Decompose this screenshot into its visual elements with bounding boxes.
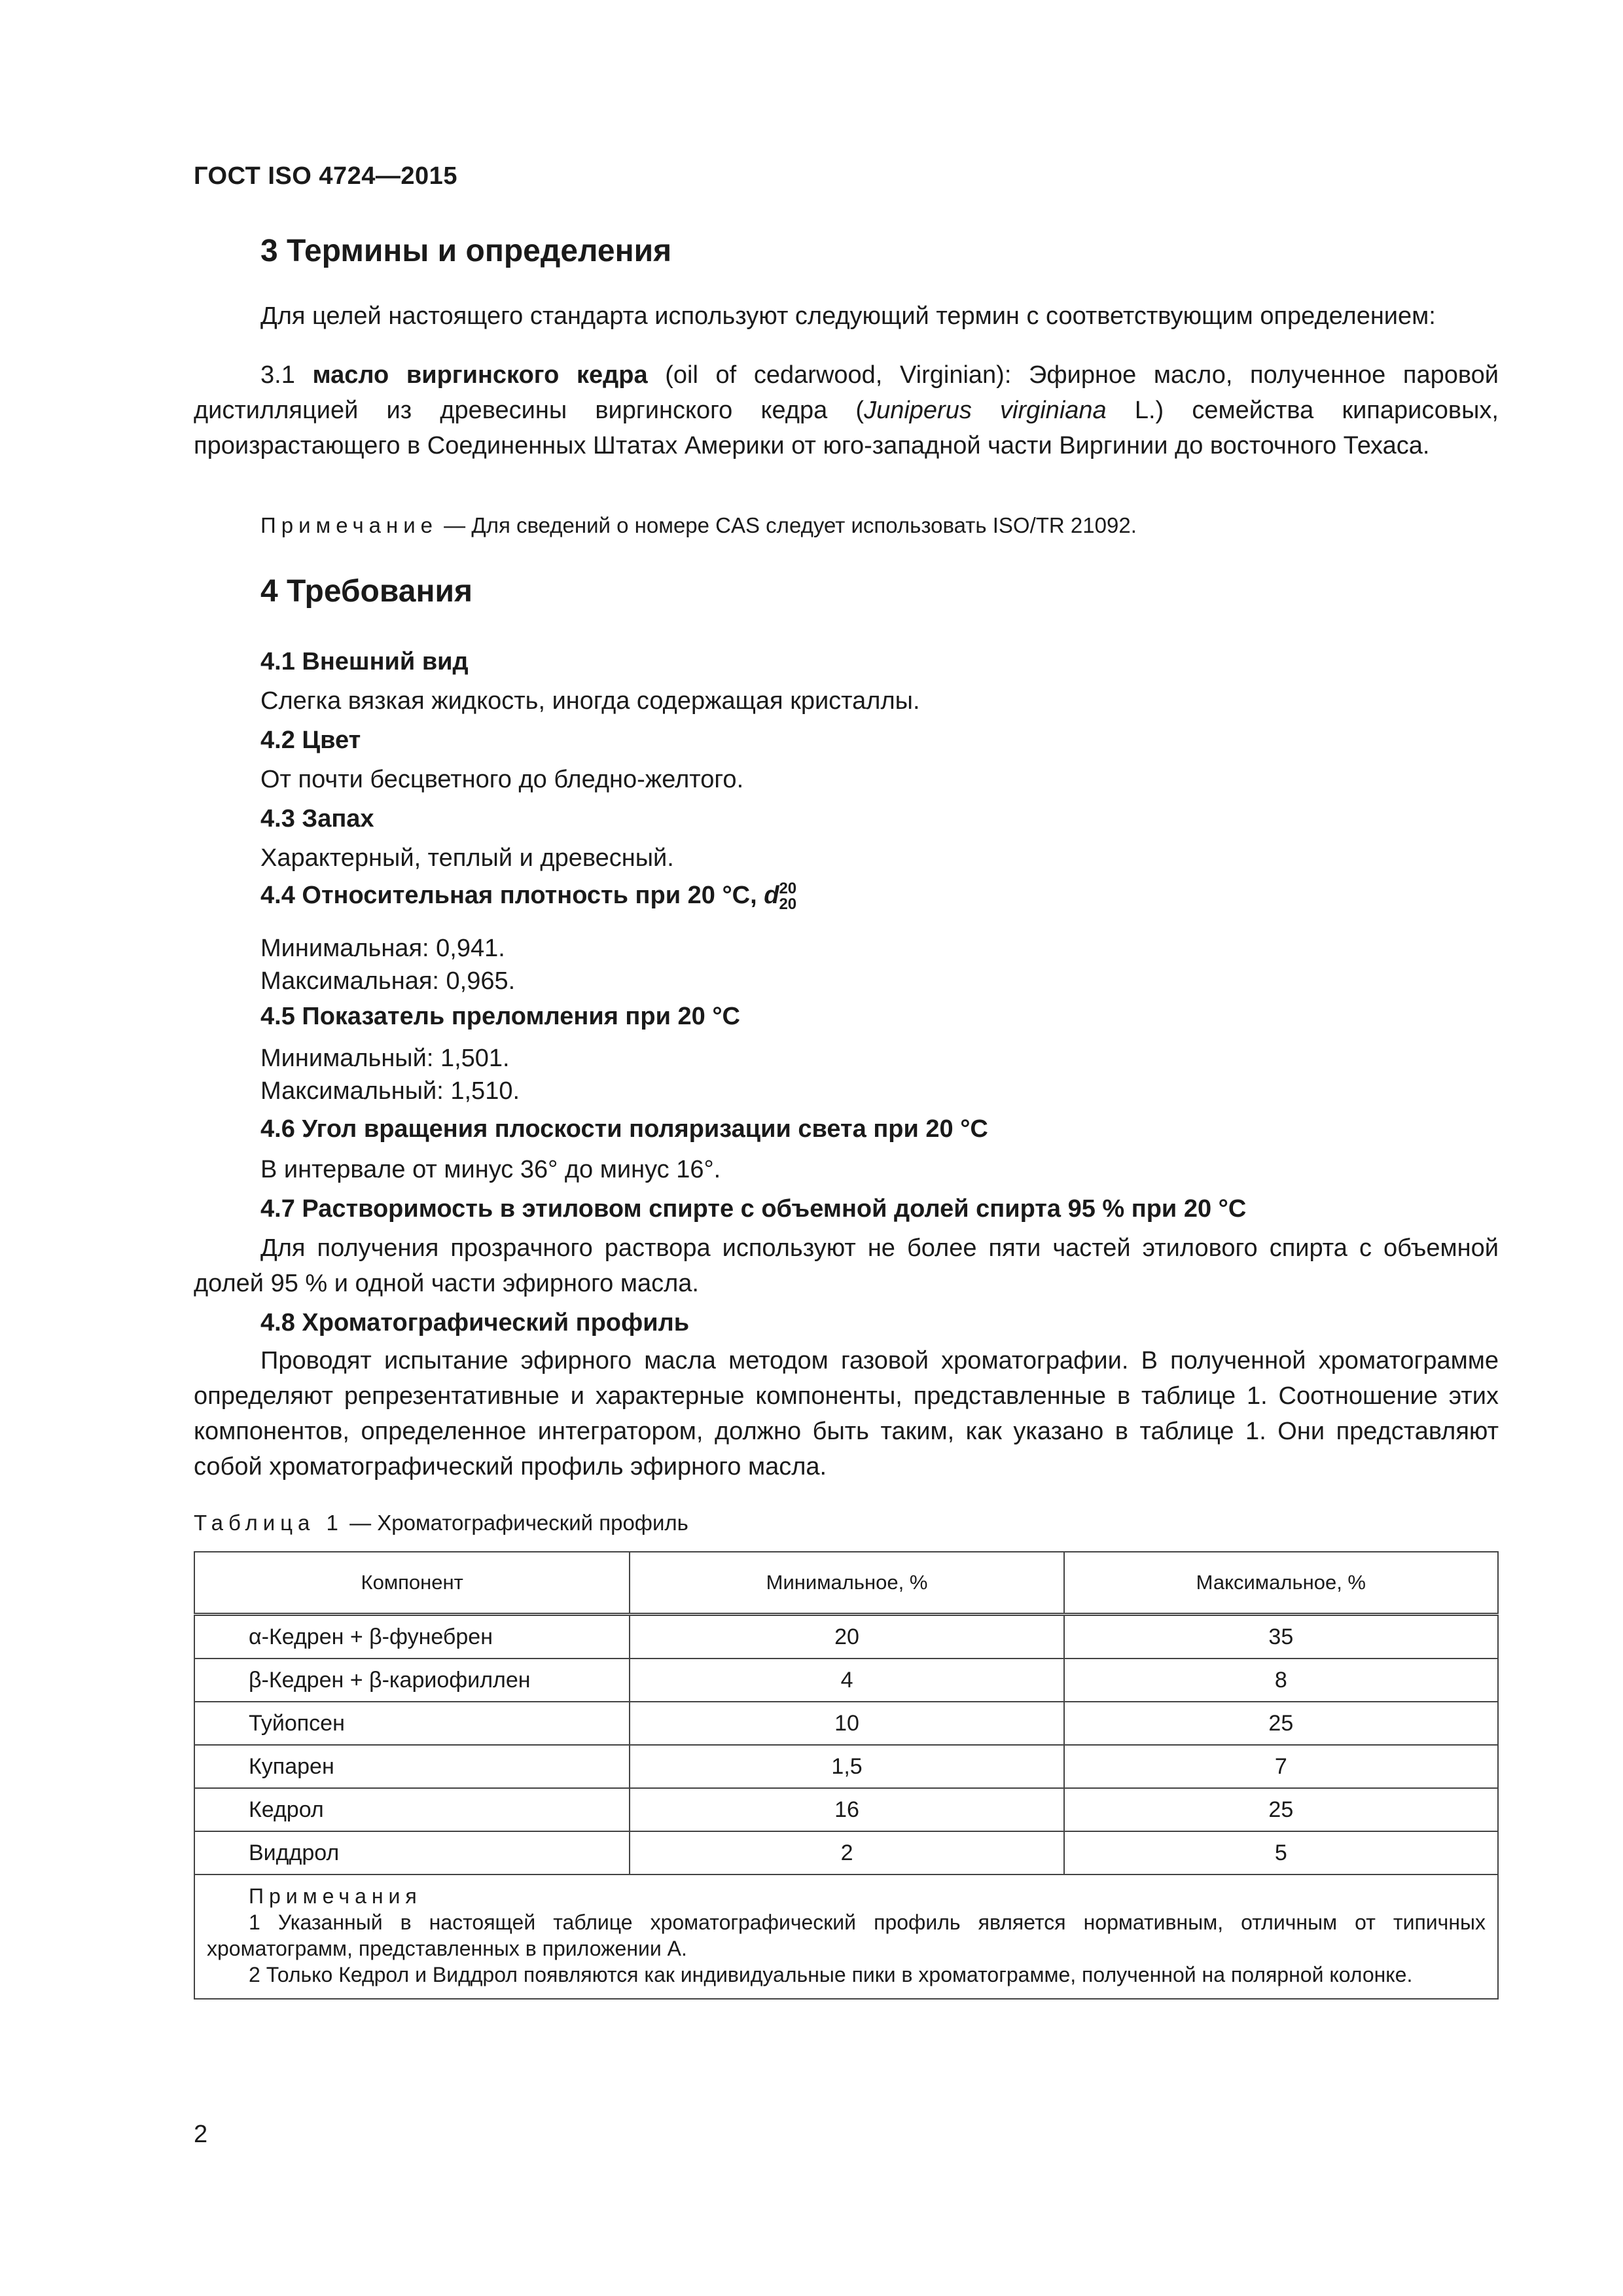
density-sup: 20 bbox=[779, 880, 797, 897]
subsection-4-4-title-text: 4.4 Относительная плотность при 20 °С, bbox=[260, 882, 764, 910]
term-3-1 bbox=[194, 357, 1499, 463]
min-value-cell: 20 bbox=[630, 1615, 1063, 1659]
subsection-4-7-text: Для получения прозрачного раствора используют не более пяти частей этилового спирта с объемной долей 95 % и одной части эфирного масла. bbox=[194, 1234, 1499, 1297]
subsection-4-3-text: Характерный, теплый и древесный. bbox=[260, 844, 674, 872]
column-header-component: Компонент bbox=[194, 1552, 630, 1615]
subsection-4-3-title: 4.3 Запах bbox=[260, 805, 374, 833]
density-sub: 20 bbox=[779, 895, 797, 913]
term-definition-part2: L.) семейства кипарисовых, произрастающего в Соединенных Штатах Америки от юго-западной части Виргинии до восточного Техаса. bbox=[194, 397, 1499, 459]
term-number: 3.1 bbox=[260, 361, 295, 389]
subsection-4-5-title: 4.5 Показатель преломления при 20 °С bbox=[260, 1003, 740, 1030]
subsection-4-5-min: Минимальный: 1,501. bbox=[260, 1045, 510, 1072]
term-name: масло виргинского кедра bbox=[312, 361, 648, 389]
subsection-4-1-title: 4.1 Внешний вид bbox=[260, 648, 469, 675]
min-value-cell: 2 bbox=[630, 1831, 1063, 1874]
component-cell: Виддрол bbox=[194, 1831, 630, 1874]
subsection-4-2-title: 4.2 Цвет bbox=[260, 726, 361, 754]
table-row bbox=[194, 1615, 1498, 1659]
term-definition-part1: (oil of cedarwood, Virginian): Эфирное масло, полученное паровой дистилляцией из древесины виргинского кедра ( bbox=[194, 361, 1499, 424]
subsection-4-8-title: 4.8 Хроматографический профиль bbox=[260, 1309, 690, 1336]
max-value-cell: 7 bbox=[1064, 1745, 1498, 1788]
table-notes-label: Примечания bbox=[249, 1884, 422, 1908]
max-value-cell: 25 bbox=[1064, 1788, 1498, 1831]
column-header-max: Максимальное, % bbox=[1064, 1552, 1498, 1615]
note-label: Примечание bbox=[260, 513, 438, 537]
subsection-4-6-title: 4.6 Угол вращения плоскости поляризации света при 20 °С bbox=[260, 1115, 988, 1143]
chromatographic-profile-table bbox=[194, 1551, 1499, 2000]
component-cell: Туйопсен bbox=[194, 1702, 630, 1745]
subsection-4-8-text: Проводят испытание эфирного масла методом газовой хроматографии. В полученной хроматограмме определяют репрезентативные и характерные компоненты, представленные в таблице 1. Соотношение этих компонентов, определенное интегратором, должно быть таким, как указано в таблице 1. Они представляют собой хроматографический профиль эфирного масла. bbox=[194, 1347, 1499, 1480]
section-4-title: 4 Требования bbox=[260, 574, 473, 609]
table-caption-text: — Хроматографический профиль bbox=[343, 1511, 688, 1535]
subsection-4-4-min: Минимальная: 0,941. bbox=[260, 935, 505, 962]
component-cell: α-Кедрен + β-фунебрен bbox=[194, 1615, 630, 1659]
table-caption-label: Таблица 1 bbox=[194, 1511, 344, 1535]
column-header-min: Минимальное, % bbox=[630, 1552, 1063, 1615]
table-note-2: 2 Только Кедрол и Виддрол появляются как индивидуальные пики в хроматограмме, полученной на полярной колонке. bbox=[249, 1963, 1413, 1986]
density-symbol: d bbox=[764, 882, 779, 910]
table-1-caption bbox=[194, 1511, 688, 1535]
table-row bbox=[194, 1659, 1498, 1702]
max-value-cell: 5 bbox=[1064, 1831, 1498, 1874]
component-cell: β-Кедрен + β-кариофиллен bbox=[194, 1659, 630, 1702]
subsection-4-1-text: Слегка вязкая жидкость, иногда содержащая кристаллы. bbox=[260, 687, 920, 715]
subsection-4-2-text: От почти бесцветного до бледно-желтого. bbox=[260, 766, 744, 793]
section-3-note bbox=[194, 508, 1499, 543]
standard-code: ГОСТ ISO 4724—2015 bbox=[194, 162, 457, 190]
table-header-row bbox=[194, 1552, 1498, 1615]
term-latin-name: Juniperus virginiana bbox=[864, 397, 1107, 424]
section-3-intro: Для целей настоящего стандарта используют следующий термин с соответствующим определением: bbox=[260, 302, 1436, 330]
table-row bbox=[194, 1745, 1498, 1788]
min-value-cell: 1,5 bbox=[630, 1745, 1063, 1788]
min-value-cell: 4 bbox=[630, 1659, 1063, 1702]
subsection-4-6-text: В интервале от минус 36° до минус 16°. bbox=[260, 1156, 721, 1183]
max-value-cell: 8 bbox=[1064, 1659, 1498, 1702]
table-notes-row bbox=[194, 1874, 1498, 1999]
min-value-cell: 10 bbox=[630, 1702, 1063, 1745]
max-value-cell: 35 bbox=[1064, 1615, 1498, 1659]
subsection-4-4-max: Максимальная: 0,965. bbox=[260, 967, 516, 995]
section-3-title: 3 Термины и определения bbox=[260, 234, 672, 268]
table-note-1: 1 Указанный в настоящей таблице хроматографический профиль является нормативным, отличным от типичных хроматограмм, представленных в приложении А. bbox=[207, 1910, 1486, 1960]
table-notes-cell bbox=[194, 1874, 1498, 1999]
max-value-cell: 25 bbox=[1064, 1702, 1498, 1745]
table-row bbox=[194, 1831, 1498, 1874]
min-value-cell: 16 bbox=[630, 1788, 1063, 1831]
subsection-4-5-max: Максимальный: 1,510. bbox=[260, 1077, 520, 1105]
table-row bbox=[194, 1788, 1498, 1831]
table-row bbox=[194, 1702, 1498, 1745]
note-text: — Для сведений о номере CAS следует использовать ISO/TR 21092. bbox=[438, 513, 1137, 537]
page-number: 2 bbox=[194, 2121, 208, 2148]
component-cell: Купарен bbox=[194, 1745, 630, 1788]
component-cell: Кедрол bbox=[194, 1788, 630, 1831]
subsection-4-7-title: 4.7 Растворимость в этиловом спирте с объемной долей спирта 95 % при 20 °С bbox=[260, 1195, 1247, 1223]
density-index bbox=[779, 881, 796, 912]
subsection-4-4-title bbox=[260, 881, 796, 912]
